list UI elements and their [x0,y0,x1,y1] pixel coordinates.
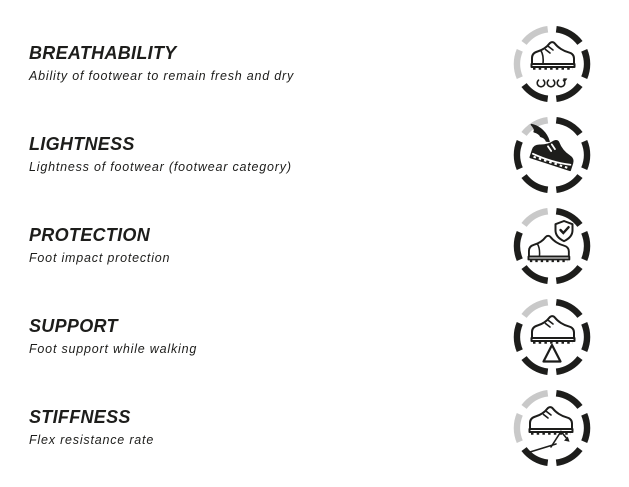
feature-row-support [29,291,593,382]
support-shoe-balance-icon [511,296,593,378]
feature-text-support [29,316,197,357]
protection-shoe-shield-icon [511,205,593,287]
feature-title: PROTECTION [29,225,151,246]
feature-title: BREATHABILITY [29,43,177,64]
feature-text-stiffness [29,407,154,448]
feature-description: Foot impact protection [29,250,171,265]
feature-text-protection [29,225,170,266]
feature-row-stiffness [29,382,593,473]
feature-text-breathability [29,43,294,84]
stiffness-shoe-flex-arrow-icon [511,387,593,469]
lightness-winged-shoe-icon [511,114,593,196]
feature-description: Flex resistance rate [29,432,155,447]
feature-row-protection [29,200,593,291]
feature-row-breathability [29,18,593,109]
feature-description: Foot support while walking [29,341,198,356]
feature-title: LIGHTNESS [29,134,135,155]
breathability-shoe-airflow-icon [511,23,593,105]
feature-row-lightness [29,109,593,200]
feature-text-lightness [29,134,292,175]
feature-description: Lightness of footwear (footwear category) [29,159,292,174]
feature-title: STIFFNESS [29,407,131,428]
feature-title: SUPPORT [29,316,118,337]
feature-description: Ability of footwear to remain fresh and dry [29,68,295,83]
